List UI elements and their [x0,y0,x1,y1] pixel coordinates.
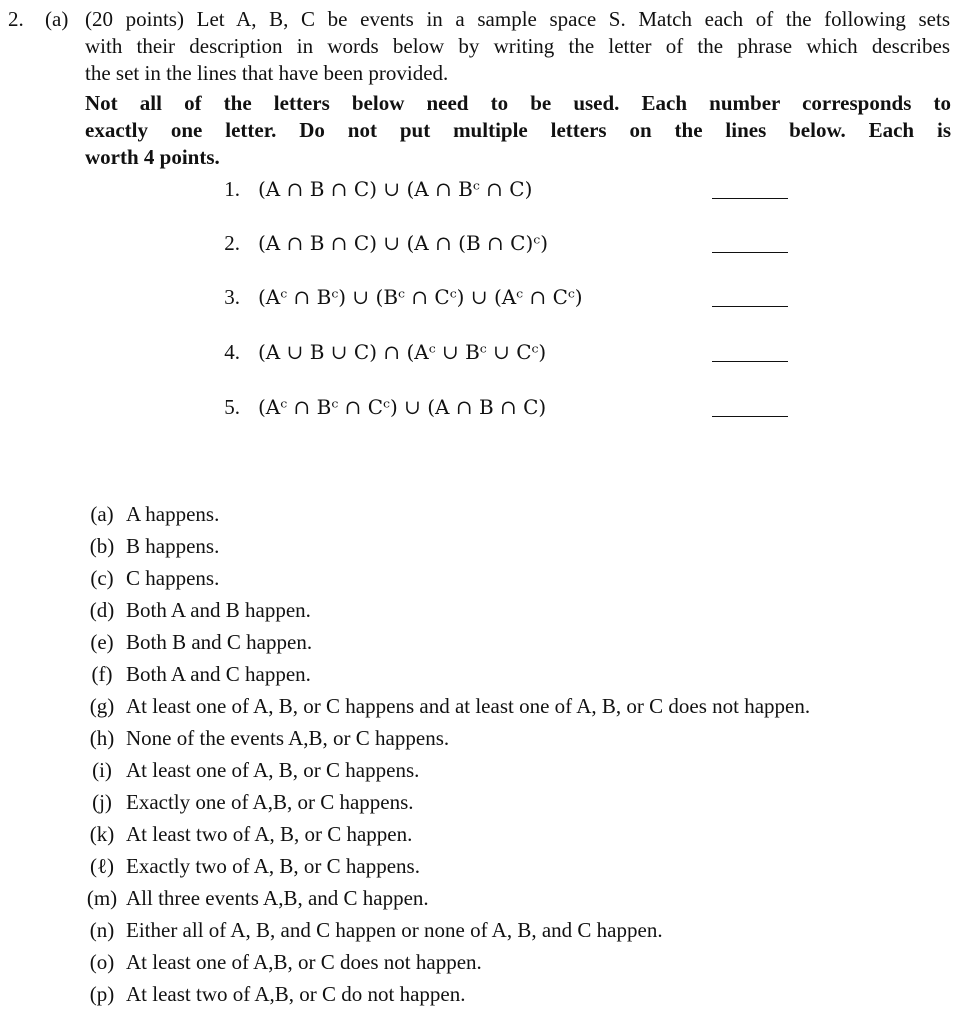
option-letter: (n) [89,918,115,942]
set-expression: (A ∪ B ∪ C) ∩ (Aᶜ ∪ Bᶜ ∪ Cᶜ) [258,340,547,364]
option-letter: (e) [90,630,114,654]
set-number: 1. [224,177,240,201]
option-letter: (g) [89,694,115,718]
option-text: Both A and B happen. [126,598,311,622]
set-expression: (Aᶜ ∩ Bᶜ) ∪ (Bᶜ ∩ Cᶜ) ∪ (Aᶜ ∩ Cᶜ) [258,285,583,309]
set-number: 4. [224,340,240,364]
set-item [210,392,810,422]
option-letter: (d) [89,598,115,622]
question-number: 2. [8,7,24,31]
answer-blank[interactable] [712,361,788,362]
set-item [210,174,810,204]
option-text: Both B and C happen. [126,630,313,654]
set-item [210,282,810,312]
question-intro [85,6,950,87]
set-item [210,337,810,367]
option-text: Both A and C happen. [126,662,311,686]
set-number: 3. [224,285,240,309]
option-letter: (m) [86,886,118,910]
answer-blank[interactable] [712,198,788,199]
option-letter: (h) [89,726,115,750]
instruction-line: exactly one letter. Do not put multiple letters on the lines below. Each is [85,118,951,142]
option-text: A happens. [126,502,220,526]
option-text: At least one of A,B, or C does not happen. [126,950,482,974]
option-text: At least one of A, B, or C happens. [126,758,420,782]
set-number: 5. [224,395,240,419]
intro-line: the set in the lines that have been provided. [85,61,449,85]
option-letter: (c) [90,566,114,590]
intro-line: (20 points) Let A, B, C be events in a sample space S. Match each of the following sets [85,7,950,31]
option-letter: (o) [89,950,115,974]
option-letter: (k) [89,822,115,846]
option-text: None of the events A,B, or C happens. [126,726,450,750]
question-part: (a) [45,7,69,31]
option-letter: (a) [90,502,114,526]
option-letter: (j) [92,790,112,814]
option-letter: (i) [92,758,112,782]
option-text: B happens. [126,534,220,558]
option-letter: (f) [91,662,113,686]
option-text: Exactly two of A, B, or C happens. [126,854,420,878]
option-text: Exactly one of A,B, or C happens. [126,790,414,814]
set-expression: (A ∩ B ∩ C) ∪ (A ∩ Bᶜ ∩ C) [258,177,533,201]
answer-blank[interactable] [712,416,788,417]
set-expression: (A ∩ B ∩ C) ∪ (A ∩ (B ∩ C)ᶜ) [258,231,548,255]
intro-line: with their description in words below by writing the letter of the phrase which describes [85,34,950,58]
option-letter: (ℓ) [89,854,115,878]
option-letter: (b) [89,534,115,558]
set-item [210,228,810,258]
option-text: Either all of A, B, and C happen or none of A, B, and C happen. [126,918,663,942]
option-text: At least one of A, B, or C happens and at least one of A, B, or C does not happen. [126,694,811,718]
option-letter: (p) [89,982,115,1006]
instruction-line: worth 4 points. [85,145,220,169]
answer-blank[interactable] [712,252,788,253]
option-text: At least two of A,B, or C do not happen. [126,982,466,1006]
option-text: C happens. [126,566,220,590]
instruction-line: Not all of the letters below need to be used. Each number corresponds to [85,91,951,115]
option-text: All three events A,B, and C happen. [126,886,429,910]
set-expression: (Aᶜ ∩ Bᶜ ∩ Cᶜ) ∪ (A ∩ B ∩ C) [258,395,547,419]
instructions [85,90,951,171]
option-text: At least two of A, B, or C happen. [126,822,413,846]
answer-blank[interactable] [712,306,788,307]
set-number: 2. [224,231,240,255]
